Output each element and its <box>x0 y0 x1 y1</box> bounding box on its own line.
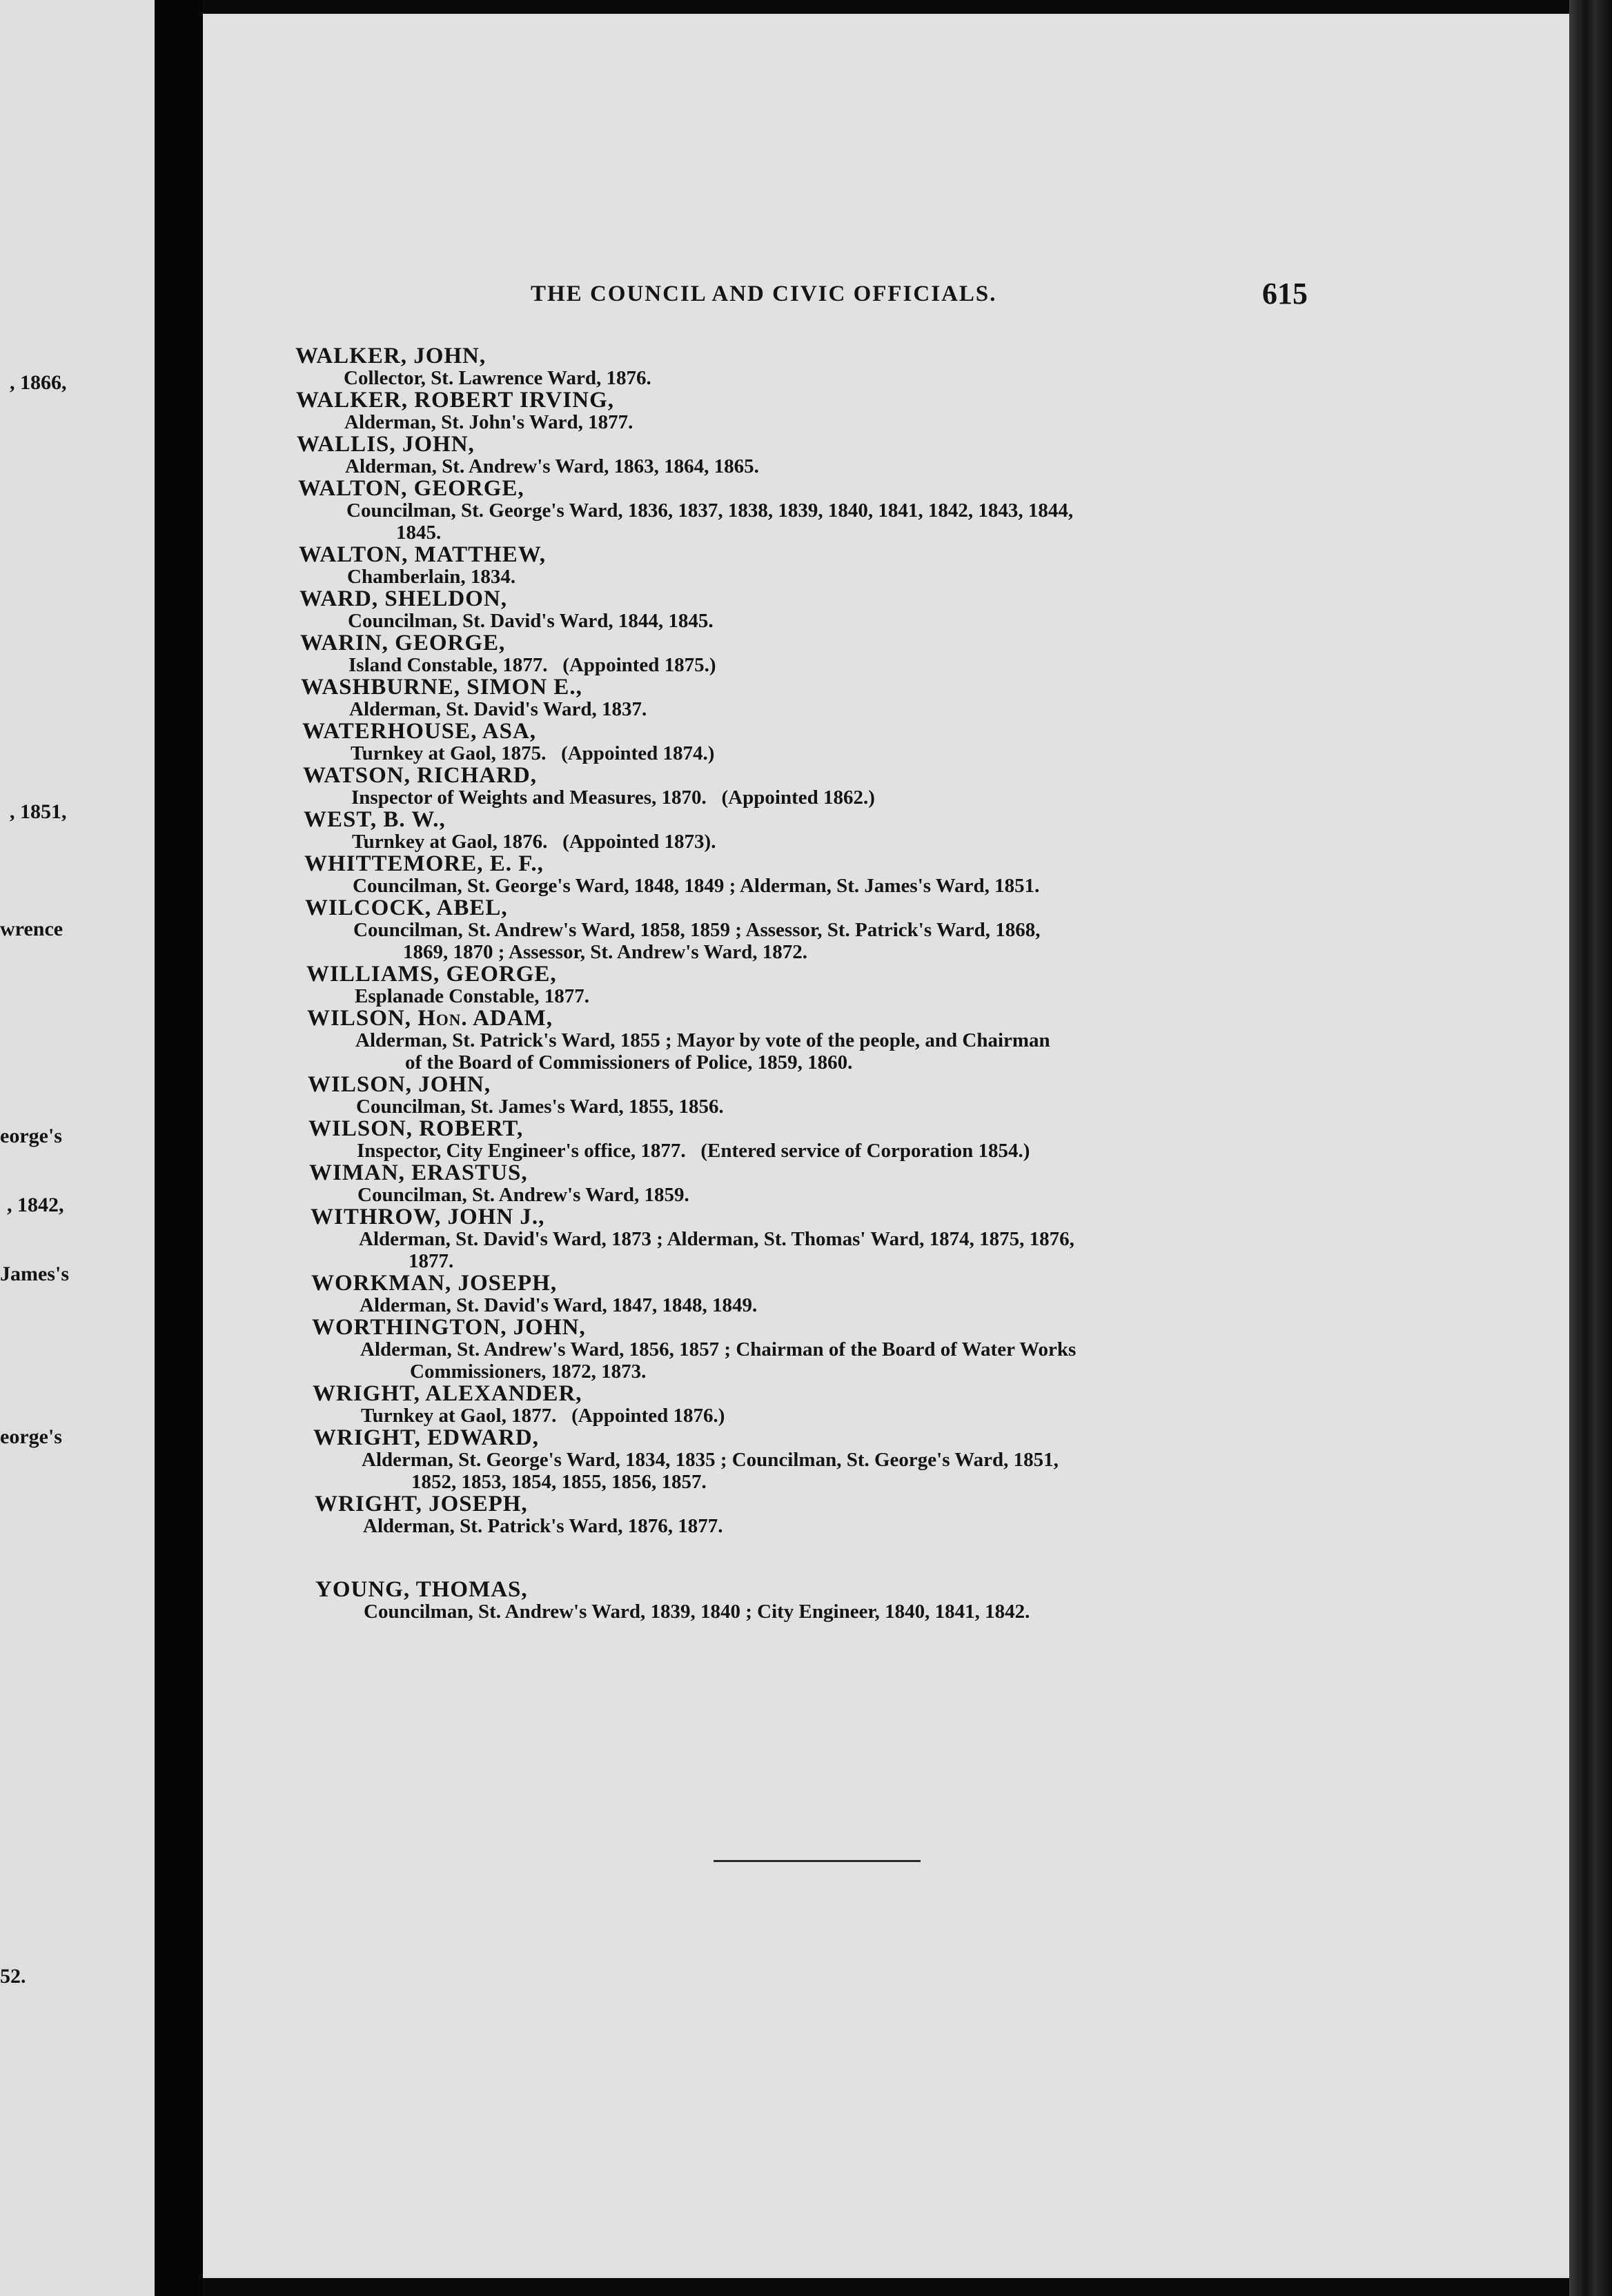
page-edge <box>1569 0 1612 2296</box>
entry-name-part: WILSON, <box>307 1006 418 1031</box>
entry-detail <box>311 1294 1510 1316</box>
entry-name: WALLIS, JOHN, <box>297 432 475 457</box>
entry-detail <box>304 831 1510 853</box>
entry-name <box>307 1007 1510 1029</box>
entry-detail-line: Alderman, St. Andrew's Ward, 1863, 1864, 1865. <box>345 455 759 477</box>
entry-detail-line: Chamberlain, 1834. <box>347 566 516 588</box>
entry-detail-line: Alderman, St. David's Ward, 1847, 1848, 1849. <box>360 1294 758 1316</box>
entry-detail-line: Inspector, City Engineer's office, 1877. (Entered service of Corporation 1854.) <box>357 1140 1030 1162</box>
entry-detail <box>315 1601 1510 1623</box>
entry-detail <box>315 1515 1510 1537</box>
list-item <box>309 1162 1510 1206</box>
entry-name: WILLIAMS, GEORGE, <box>306 962 557 987</box>
running-head <box>531 276 1497 317</box>
entry-name: WALTON, GEORGE, <box>298 476 524 501</box>
entry-detail-line: Alderman, St. Patrick's Ward, 1876, 1877. <box>363 1515 723 1537</box>
list-item <box>299 588 1510 632</box>
entry-name: WILSON, ROBERT, <box>308 1116 524 1141</box>
entry-detail-line: Alderman, St. Patrick's Ward, 1855 ; Mayor by vote of the people, and Chairman <box>355 1029 1050 1051</box>
entry-name: WHITTEMORE, E. F., <box>304 851 544 876</box>
entry-detail <box>306 985 1510 1007</box>
entry-detail <box>308 1140 1510 1162</box>
page-number: 615 <box>1262 277 1308 310</box>
list-item <box>296 389 1510 433</box>
entry-detail-continuation: of the Board of Commissioners of Police, 1859, 1860. <box>405 1051 853 1073</box>
list-item <box>301 676 1510 720</box>
list-item <box>308 1073 1510 1118</box>
entry-detail-line: Councilman, St. George's Ward, 1836, 1837, 1838, 1839, 1840, 1841, 1842, 1843, 1844, <box>346 499 1074 522</box>
entry-detail <box>302 742 1510 764</box>
list-item <box>311 1272 1510 1316</box>
list-item <box>298 477 1510 544</box>
left-text-fragment: , 1842, <box>7 1194 64 1216</box>
entry-list <box>295 345 1510 1623</box>
left-text-fragment: eorge's <box>0 1125 62 1147</box>
entry-detail <box>304 875 1510 897</box>
entry-detail-continuation: 1852, 1853, 1854, 1855, 1856, 1857. <box>411 1471 707 1493</box>
entry-detail-line: Alderman, St. George's Ward, 1834, 1835 ; Councilman, St. George's Ward, 1851, <box>362 1449 1059 1471</box>
entry-detail <box>299 610 1510 632</box>
entry-name: WALTON, MATTHEW, <box>299 542 547 567</box>
end-rule <box>714 1860 921 1862</box>
entry-detail-line: Esplanade Constable, 1877. <box>355 985 590 1007</box>
entry-detail-line: Alderman, St. Andrew's Ward, 1856, 1857 ; Chairman of the Board of Water Works <box>360 1338 1077 1360</box>
entry-detail <box>308 1096 1510 1118</box>
list-item <box>299 544 1510 588</box>
entry-name: WRIGHT, EDWARD, <box>313 1425 540 1450</box>
entry-name: WEST, B. W., <box>304 807 446 832</box>
entry-detail-line: Turnkey at Gaol, 1877. (Appointed 1876.) <box>361 1405 725 1427</box>
entry-name: WORTHINGTON, JOHN, <box>312 1315 586 1340</box>
entry-detail <box>296 411 1510 433</box>
entry-detail <box>311 1228 1510 1272</box>
entry-name: WORKMAN, JOSEPH, <box>311 1271 558 1296</box>
entry-detail-line: Councilman, St. James's Ward, 1855, 1856. <box>356 1096 724 1118</box>
entry-name: WATERHOUSE, ASA, <box>302 719 537 744</box>
entry-detail <box>307 1029 1510 1073</box>
left-text-fragment: , 1866, <box>10 371 67 394</box>
entry-detail-continuation: 1869, 1870 ; Assessor, St. Andrew's Ward, 1872. <box>403 941 807 963</box>
entry-name: WALKER, ROBERT IRVING, <box>296 388 614 413</box>
list-item <box>297 433 1510 477</box>
entry-detail-line: Councilman, St. Andrew's Ward, 1858, 1859 ; Assessor, St. Patrick's Ward, 1868, <box>353 919 1041 941</box>
entry-detail-line: Councilman, St. Andrew's Ward, 1839, 1840 ; City Engineer, 1840, 1841, 1842. <box>364 1601 1030 1623</box>
entry-detail-line: Councilman, St. Andrew's Ward, 1859. <box>357 1184 689 1206</box>
list-item <box>308 1118 1510 1162</box>
entry-detail <box>313 1405 1510 1427</box>
entry-name: WASHBURNE, SIMON E., <box>301 675 582 700</box>
entry-name: WRIGHT, ALEXANDER, <box>313 1381 582 1406</box>
entry-detail-line: Collector, St. Lawrence Ward, 1876. <box>344 367 651 389</box>
left-text-fragment: wrence <box>0 918 63 940</box>
left-text-fragment: eorge's <box>0 1425 62 1448</box>
list-item <box>313 1383 1510 1427</box>
entry-name: YOUNG, THOMAS, <box>315 1577 528 1602</box>
book-gutter <box>155 0 203 2296</box>
entry-detail <box>312 1338 1510 1383</box>
entry-name: WATSON, RICHARD, <box>303 763 538 788</box>
entry-detail-continuation: 1877. <box>409 1250 454 1272</box>
entry-detail <box>295 367 1510 389</box>
entry-detail <box>309 1184 1510 1206</box>
left-page-fragment <box>0 0 155 2296</box>
list-item <box>315 1493 1510 1537</box>
entry-name: WARD, SHELDON, <box>299 586 507 611</box>
list-item <box>295 345 1510 389</box>
page-title: THE COUNCIL AND CIVIC OFFICIALS. <box>531 281 997 306</box>
list-item <box>313 1427 1510 1493</box>
list-item <box>305 897 1510 963</box>
entry-detail-continuation: Commissioners, 1872, 1873. <box>410 1360 647 1383</box>
entry-detail <box>303 786 1510 809</box>
entry-name: WILCOCK, ABEL, <box>305 895 508 920</box>
entry-name: WRIGHT, JOSEPH, <box>315 1492 528 1516</box>
entry-detail-line: Turnkey at Gaol, 1876. (Appointed 1873). <box>352 831 716 853</box>
entry-name-part: ADAM, <box>467 1006 553 1031</box>
entry-detail-line: Island Constable, 1877. (Appointed 1875.) <box>348 654 716 676</box>
entry-detail <box>300 654 1510 676</box>
list-item <box>306 963 1510 1007</box>
page <box>203 14 1569 2278</box>
entry-detail <box>305 919 1510 963</box>
entry-detail-continuation: 1845. <box>396 522 442 544</box>
list-item <box>304 853 1510 897</box>
entry-detail-line: Councilman, St. George's Ward, 1848, 1849 ; Alderman, St. James's Ward, 1851. <box>353 875 1040 897</box>
list-item <box>311 1206 1510 1272</box>
left-text-fragment: , 1851, <box>10 800 67 823</box>
entry-detail <box>301 698 1510 720</box>
list-item <box>300 632 1510 676</box>
entry-detail <box>298 499 1510 544</box>
entry-detail-line: Turnkey at Gaol, 1875. (Appointed 1874.) <box>351 742 715 764</box>
entry-name: WILSON, JOHN, <box>308 1072 491 1097</box>
entry-detail-line: Inspector of Weights and Measures, 1870. (Appointed 1862.) <box>351 786 875 809</box>
left-text-fragment: 52. <box>0 1965 26 1988</box>
list-item <box>312 1316 1510 1383</box>
left-text-fragment: James's <box>0 1263 69 1285</box>
entry-name: WITHROW, JOHN J., <box>311 1205 545 1229</box>
entry-detail <box>297 455 1510 477</box>
entry-name: WIMAN, ERASTUS, <box>309 1160 528 1185</box>
list-item <box>303 764 1510 809</box>
entry-detail-line: Alderman, St. John's Ward, 1877. <box>344 411 633 433</box>
list-item <box>304 809 1510 853</box>
list-item <box>302 720 1510 764</box>
entry-honorific: Hon. <box>417 1006 468 1031</box>
entry-detail-line: Alderman, St. David's Ward, 1873 ; Alderman, St. Thomas' Ward, 1874, 1875, 1876, <box>359 1228 1074 1250</box>
entry-detail <box>299 566 1510 588</box>
list-item <box>307 1007 1510 1073</box>
list-item <box>315 1578 1510 1623</box>
entry-detail-line: Councilman, St. David's Ward, 1844, 1845. <box>348 610 714 632</box>
entry-name: WARIN, GEORGE, <box>300 631 506 655</box>
entry-name: WALKER, JOHN, <box>295 344 486 368</box>
entry-detail-line: Alderman, St. David's Ward, 1837. <box>349 698 647 720</box>
entry-detail <box>313 1449 1510 1493</box>
